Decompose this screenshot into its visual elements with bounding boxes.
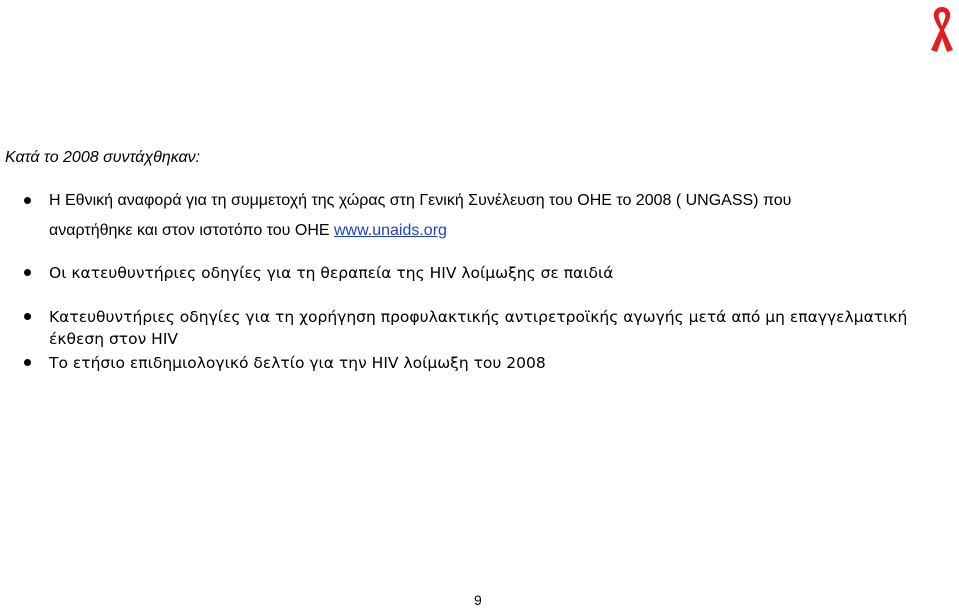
bullet-icon [24, 197, 31, 204]
section-heading: Κατά το 2008 συντάχθηκαν: [5, 149, 201, 166]
list-item-line: Το ετήσιο επιδημιολογικό δελτίο για την HIV λοίμωξη του 2008 [49, 354, 546, 372]
bullet-icon [24, 359, 31, 366]
page-number: 9 [474, 592, 482, 608]
bullet-icon [24, 269, 31, 276]
list-item-line: έκθεση στον HIV [49, 330, 179, 348]
list-item-line [49, 220, 447, 242]
bullet-icon [24, 313, 31, 320]
list-item-text: αναρτήθηκε και στον ιστοτόπο του ΟΗΕ [49, 222, 334, 239]
list-item-line: Κατευθυντήριες οδηγίες για τη χορήγηση προφυλακτικής αντιρετροϊκής αγωγής μετά από μη επαγγελματική [49, 308, 908, 326]
list-item-line: Οι κατευθυντήριες οδηγίες για τη θεραπεία της HIV λοίμωξης σε παιδιά [49, 264, 614, 282]
red-ribbon-icon [926, 4, 958, 54]
unaids-link[interactable]: www.unaids.org [333, 222, 447, 239]
list-item-line: Η Εθνική αναφορά για τη συμμετοχή της χώρας στη Γενική Συνέλευση του ΟΗΕ το 2008 ( UNGASS) που [49, 192, 792, 209]
